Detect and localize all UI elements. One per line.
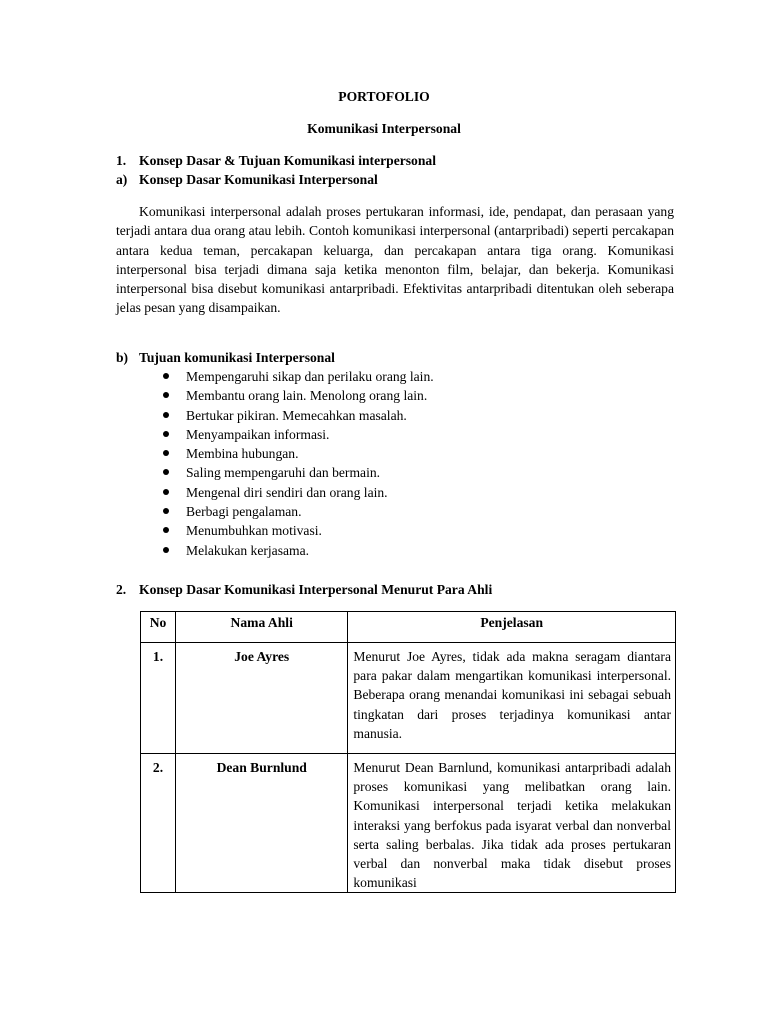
list-item: [160, 483, 434, 502]
bullet-icon: [163, 431, 169, 437]
section-2-number: 2.: [116, 582, 127, 597]
section-1a-heading: [116, 170, 378, 189]
list-item: [160, 367, 434, 386]
header-penjelasan: Penjelasan: [348, 612, 676, 643]
list-item: [160, 541, 434, 560]
table-row: [141, 754, 676, 893]
section-1b-heading: [116, 348, 335, 367]
bullet-icon: [163, 547, 169, 553]
bullet-icon: [163, 469, 169, 475]
document-title: PORTOFOLIO: [338, 89, 430, 104]
list-item-text: Membantu orang lain. Menolong orang lain.: [186, 388, 428, 404]
list-item: [160, 444, 434, 463]
list-item: [160, 502, 434, 521]
tujuan-bullet-list: [160, 367, 434, 560]
list-item: [160, 521, 434, 540]
konsep-dasar-paragraph: Komunikasi interpersonal adalah proses pertukaran informasi, ide, pendapat, dan perasaan yang terjadi antara dua orang atau lebih. Contoh komunikasi interpersonal (antarpribadi) seperti percakapan antara kedua teman, percakapan keluarga, dan percakapan antara tiga orang. Komunikasi interpersonal bisa terjadi dimana saja ketika menonton film, belajar, dan bekerja. Komunikasi interpersonal bisa disebut komunikasi antarpribadi. Efektivitas antarpribadi ditentukan oleh seberapa jelas pesan yang disampaikan.: [116, 204, 674, 316]
table-row: [141, 643, 676, 754]
section-1b-number: b): [116, 350, 129, 365]
section-2-heading: [116, 580, 492, 599]
bullet-icon: [163, 508, 169, 514]
section-1a-title: Konsep Dasar Komunikasi Interpersonal: [139, 172, 378, 187]
section-1-title: Konsep Dasar & Tujuan Komunikasi interpersonal: [139, 153, 436, 168]
list-item-text: Membina hubungan.: [186, 446, 299, 462]
header-no: No: [141, 612, 176, 643]
document-subtitle: Komunikasi Interpersonal: [307, 121, 461, 136]
list-item-text: Mempengaruhi sikap dan perilaku orang lain.: [186, 369, 434, 384]
list-item-text: Berbagi pengalaman.: [186, 504, 302, 520]
list-item: [160, 425, 434, 444]
list-item-text: Mengenal diri sendiri dan orang lain.: [186, 484, 388, 500]
list-item: [160, 386, 434, 405]
bullet-icon: [163, 489, 169, 495]
list-item: [160, 463, 434, 482]
para-ahli-table: [140, 611, 676, 893]
section-1-heading: [116, 151, 436, 170]
section-2-title: Konsep Dasar Komunikasi Interpersonal Menurut Para Ahli: [139, 582, 493, 597]
section-1-number: 1.: [116, 153, 127, 168]
header-nama-ahli: Nama Ahli: [176, 612, 348, 643]
row-number: 2.: [141, 754, 176, 893]
section-1a-number: a): [116, 172, 128, 187]
section-1b-title: Tujuan komunikasi Interpersonal: [139, 350, 335, 365]
table-header-row: [141, 612, 676, 643]
list-item-text: Saling mempengaruhi dan bermain.: [186, 465, 381, 481]
list-item-text: Bertukar pikiran. Memecahkan masalah.: [186, 407, 407, 423]
expert-description: Menurut Dean Barnlund, komunikasi antarpribadi adalah proses komunikasi yang melibatkan orang lain. Komunikasi interpersonal terjadi ketika melakukan interaksi yang berfokus pada isyarat verbal dan nonverbal serta saling berbalas. Jika tidak ada proses pertukaran verbal dan nonverbal maka tidak disebut proses komunikasi: [348, 754, 676, 893]
expert-name: Joe Ayres: [176, 643, 348, 754]
expert-description: Menurut Joe Ayres, tidak ada makna seragam diantara para pakar dalam mengartikan komunikasi interpersonal. Beberapa orang menandai komunikasi ini sebagai sebuah tingkatan dari proses terjadinya komunikasi antar manusia.: [348, 643, 676, 754]
list-item-text: Menyampaikan informasi.: [186, 426, 330, 442]
bullet-icon: [163, 373, 169, 379]
list-item-text: Menumbuhkan motivasi.: [186, 523, 322, 539]
bullet-icon: [163, 527, 169, 533]
expert-name: Dean Burnlund: [176, 754, 348, 893]
row-number: 1.: [141, 643, 176, 754]
list-item-text: Melakukan kerjasama.: [186, 542, 310, 558]
bullet-icon: [163, 412, 169, 418]
bullet-icon: [163, 392, 169, 398]
list-item: [160, 406, 434, 425]
bullet-icon: [163, 450, 169, 456]
